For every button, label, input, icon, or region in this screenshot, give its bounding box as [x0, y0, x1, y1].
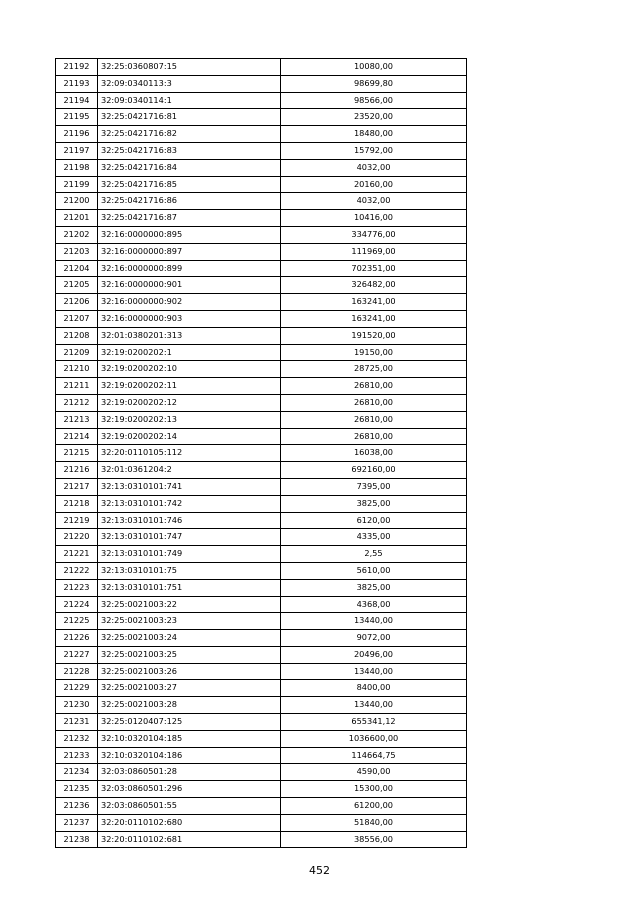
table-row: [56, 428, 467, 445]
row-number-cell: 21193: [56, 75, 98, 92]
row-number-cell: 21237: [56, 814, 98, 831]
value-cell: 3825,00: [281, 579, 467, 596]
cadastral-value-table: [55, 58, 467, 848]
row-number-cell: 21225: [56, 613, 98, 630]
row-number-cell: 21199: [56, 176, 98, 193]
table-row: [56, 327, 467, 344]
table-row: [56, 798, 467, 815]
table-row: [56, 109, 467, 126]
row-number-cell: 21196: [56, 126, 98, 143]
cadastral-number-cell: 32:16:0000000:899: [98, 260, 281, 277]
row-number-cell: 21229: [56, 680, 98, 697]
row-number-cell: 21201: [56, 210, 98, 227]
value-cell: 51840,00: [281, 814, 467, 831]
cadastral-number-cell: 32:01:0361204:2: [98, 462, 281, 479]
table-row: [56, 630, 467, 647]
table-row: [56, 75, 467, 92]
row-number-cell: 21210: [56, 361, 98, 378]
table-row: [56, 579, 467, 596]
value-cell: 1036600,00: [281, 730, 467, 747]
value-cell: 111969,00: [281, 243, 467, 260]
cadastral-number-cell: 32:13:0310101:749: [98, 546, 281, 563]
value-cell: 191520,00: [281, 327, 467, 344]
cadastral-number-cell: 32:16:0000000:895: [98, 226, 281, 243]
row-number-cell: 21222: [56, 562, 98, 579]
value-cell: 7395,00: [281, 478, 467, 495]
row-number-cell: 21195: [56, 109, 98, 126]
row-number-cell: 21220: [56, 529, 98, 546]
row-number-cell: 21198: [56, 159, 98, 176]
row-number-cell: 21202: [56, 226, 98, 243]
value-cell: 38556,00: [281, 831, 467, 848]
value-cell: 28725,00: [281, 361, 467, 378]
row-number-cell: 21230: [56, 697, 98, 714]
cadastral-number-cell: 32:13:0310101:746: [98, 512, 281, 529]
cadastral-number-cell: 32:16:0000000:897: [98, 243, 281, 260]
row-number-cell: 21238: [56, 831, 98, 848]
cadastral-number-cell: 32:09:0340114:1: [98, 92, 281, 109]
value-cell: 16038,00: [281, 445, 467, 462]
row-number-cell: 21212: [56, 394, 98, 411]
table-row: [56, 546, 467, 563]
table-row: [56, 126, 467, 143]
cadastral-number-cell: 32:13:0310101:742: [98, 495, 281, 512]
row-number-cell: 21213: [56, 411, 98, 428]
cadastral-number-cell: 32:19:0200202:13: [98, 411, 281, 428]
row-number-cell: 21232: [56, 730, 98, 747]
row-number-cell: 21219: [56, 512, 98, 529]
value-cell: 13440,00: [281, 663, 467, 680]
value-cell: 8400,00: [281, 680, 467, 697]
row-number-cell: 21221: [56, 546, 98, 563]
cadastral-number-cell: 32:19:0200202:12: [98, 394, 281, 411]
cadastral-number-cell: 32:03:0860501:296: [98, 781, 281, 798]
table-row: [56, 495, 467, 512]
value-cell: 702351,00: [281, 260, 467, 277]
cadastral-number-cell: 32:16:0000000:901: [98, 277, 281, 294]
row-number-cell: 21217: [56, 478, 98, 495]
cadastral-number-cell: 32:25:0021003:22: [98, 596, 281, 613]
table-row: [56, 512, 467, 529]
value-cell: 9072,00: [281, 630, 467, 647]
row-number-cell: 21205: [56, 277, 98, 294]
table-row: [56, 210, 467, 227]
table-row: [56, 781, 467, 798]
table-row: [56, 176, 467, 193]
cadastral-number-cell: 32:25:0421716:84: [98, 159, 281, 176]
cadastral-number-cell: 32:25:0021003:23: [98, 613, 281, 630]
row-number-cell: 21207: [56, 310, 98, 327]
table-row: [56, 310, 467, 327]
row-number-cell: 21197: [56, 142, 98, 159]
table-row: [56, 529, 467, 546]
cadastral-number-cell: 32:25:0421716:85: [98, 176, 281, 193]
cadastral-number-cell: 32:19:0200202:11: [98, 378, 281, 395]
row-number-cell: 21227: [56, 646, 98, 663]
value-cell: 4032,00: [281, 193, 467, 210]
table-row: [56, 243, 467, 260]
table-row: [56, 411, 467, 428]
row-number-cell: 21226: [56, 630, 98, 647]
cadastral-number-cell: 32:25:0421716:81: [98, 109, 281, 126]
table-row: [56, 294, 467, 311]
table-row: [56, 260, 467, 277]
value-cell: 15792,00: [281, 142, 467, 159]
table-row: [56, 142, 467, 159]
table-row: [56, 562, 467, 579]
table-row: [56, 663, 467, 680]
table-row: [56, 361, 467, 378]
row-number-cell: 21209: [56, 344, 98, 361]
row-number-cell: 21236: [56, 798, 98, 815]
table-row: [56, 831, 467, 848]
cadastral-number-cell: 32:25:0421716:82: [98, 126, 281, 143]
cadastral-number-cell: 32:25:0021003:26: [98, 663, 281, 680]
value-cell: 98699,80: [281, 75, 467, 92]
value-cell: 655341,12: [281, 714, 467, 731]
value-cell: 26810,00: [281, 411, 467, 428]
table-row: [56, 193, 467, 210]
table-row: [56, 344, 467, 361]
row-number-cell: 21211: [56, 378, 98, 395]
value-cell: 15300,00: [281, 781, 467, 798]
cadastral-number-cell: 32:25:0421716:87: [98, 210, 281, 227]
table-row: [56, 697, 467, 714]
value-cell: 13440,00: [281, 613, 467, 630]
value-cell: 10416,00: [281, 210, 467, 227]
value-cell: 26810,00: [281, 378, 467, 395]
cadastral-number-cell: 32:10:0320104:186: [98, 747, 281, 764]
table-row: [56, 646, 467, 663]
cadastral-number-cell: 32:25:0021003:28: [98, 697, 281, 714]
cadastral-number-cell: 32:25:0021003:25: [98, 646, 281, 663]
value-cell: 10080,00: [281, 59, 467, 76]
row-number-cell: 21208: [56, 327, 98, 344]
cadastral-number-cell: 32:10:0320104:185: [98, 730, 281, 747]
cadastral-number-cell: 32:25:0360807:15: [98, 59, 281, 76]
value-cell: 4590,00: [281, 764, 467, 781]
value-cell: 4335,00: [281, 529, 467, 546]
value-cell: 26810,00: [281, 428, 467, 445]
cadastral-number-cell: 32:20:0110102:681: [98, 831, 281, 848]
table-row: [56, 764, 467, 781]
row-number-cell: 21192: [56, 59, 98, 76]
row-number-cell: 21234: [56, 764, 98, 781]
table-row: [56, 747, 467, 764]
table-body: [56, 59, 467, 848]
value-cell: 19150,00: [281, 344, 467, 361]
table-row: [56, 730, 467, 747]
value-cell: 13440,00: [281, 697, 467, 714]
cadastral-number-cell: 32:01:0380201:313: [98, 327, 281, 344]
value-cell: 114664,75: [281, 747, 467, 764]
table-row: [56, 613, 467, 630]
row-number-cell: 21215: [56, 445, 98, 462]
row-number-cell: 21224: [56, 596, 98, 613]
cadastral-number-cell: 32:13:0310101:741: [98, 478, 281, 495]
cadastral-number-cell: 32:25:0120407:125: [98, 714, 281, 731]
row-number-cell: 21216: [56, 462, 98, 479]
cadastral-number-cell: 32:03:0860501:55: [98, 798, 281, 815]
value-cell: 6120,00: [281, 512, 467, 529]
page-number: 452: [309, 864, 330, 877]
cadastral-number-cell: 32:25:0021003:24: [98, 630, 281, 647]
row-number-cell: 21218: [56, 495, 98, 512]
value-cell: 163241,00: [281, 294, 467, 311]
table-row: [56, 378, 467, 395]
value-cell: 20496,00: [281, 646, 467, 663]
value-cell: 163241,00: [281, 310, 467, 327]
cadastral-number-cell: 32:16:0000000:903: [98, 310, 281, 327]
value-cell: 18480,00: [281, 126, 467, 143]
value-cell: 26810,00: [281, 394, 467, 411]
table-row: [56, 277, 467, 294]
row-number-cell: 21223: [56, 579, 98, 596]
cadastral-number-cell: 32:19:0200202:14: [98, 428, 281, 445]
table-row: [56, 462, 467, 479]
row-number-cell: 21235: [56, 781, 98, 798]
cadastral-number-cell: 32:09:0340113:3: [98, 75, 281, 92]
table-row: [56, 445, 467, 462]
value-cell: 334776,00: [281, 226, 467, 243]
table-row: [56, 159, 467, 176]
value-cell: 2,55: [281, 546, 467, 563]
row-number-cell: 21200: [56, 193, 98, 210]
cadastral-number-cell: 32:20:0110102:680: [98, 814, 281, 831]
value-cell: 61200,00: [281, 798, 467, 815]
cadastral-number-cell: 32:25:0021003:27: [98, 680, 281, 697]
cadastral-number-cell: 32:19:0200202:1: [98, 344, 281, 361]
cadastral-number-cell: 32:16:0000000:902: [98, 294, 281, 311]
value-cell: 4368,00: [281, 596, 467, 613]
value-cell: 23520,00: [281, 109, 467, 126]
row-number-cell: 21206: [56, 294, 98, 311]
table-row: [56, 478, 467, 495]
table-row: [56, 92, 467, 109]
value-cell: 326482,00: [281, 277, 467, 294]
cadastral-number-cell: 32:25:0421716:83: [98, 142, 281, 159]
table-row: [56, 394, 467, 411]
value-cell: 5610,00: [281, 562, 467, 579]
table-row: [56, 59, 467, 76]
row-number-cell: 21203: [56, 243, 98, 260]
value-cell: 692160,00: [281, 462, 467, 479]
table-row: [56, 680, 467, 697]
row-number-cell: 21214: [56, 428, 98, 445]
table-row: [56, 814, 467, 831]
cadastral-number-cell: 32:13:0310101:75: [98, 562, 281, 579]
row-number-cell: 21204: [56, 260, 98, 277]
row-number-cell: 21233: [56, 747, 98, 764]
value-cell: 4032,00: [281, 159, 467, 176]
row-number-cell: 21231: [56, 714, 98, 731]
cadastral-number-cell: 32:25:0421716:86: [98, 193, 281, 210]
cadastral-number-cell: 32:20:0110105:112: [98, 445, 281, 462]
table-row: [56, 226, 467, 243]
cadastral-number-cell: 32:03:0860501:28: [98, 764, 281, 781]
cadastral-number-cell: 32:19:0200202:10: [98, 361, 281, 378]
table-row: [56, 714, 467, 731]
row-number-cell: 21194: [56, 92, 98, 109]
cadastral-number-cell: 32:13:0310101:751: [98, 579, 281, 596]
table-row: [56, 596, 467, 613]
value-cell: 3825,00: [281, 495, 467, 512]
row-number-cell: 21228: [56, 663, 98, 680]
cadastral-number-cell: 32:13:0310101:747: [98, 529, 281, 546]
value-cell: 98566,00: [281, 92, 467, 109]
value-cell: 20160,00: [281, 176, 467, 193]
